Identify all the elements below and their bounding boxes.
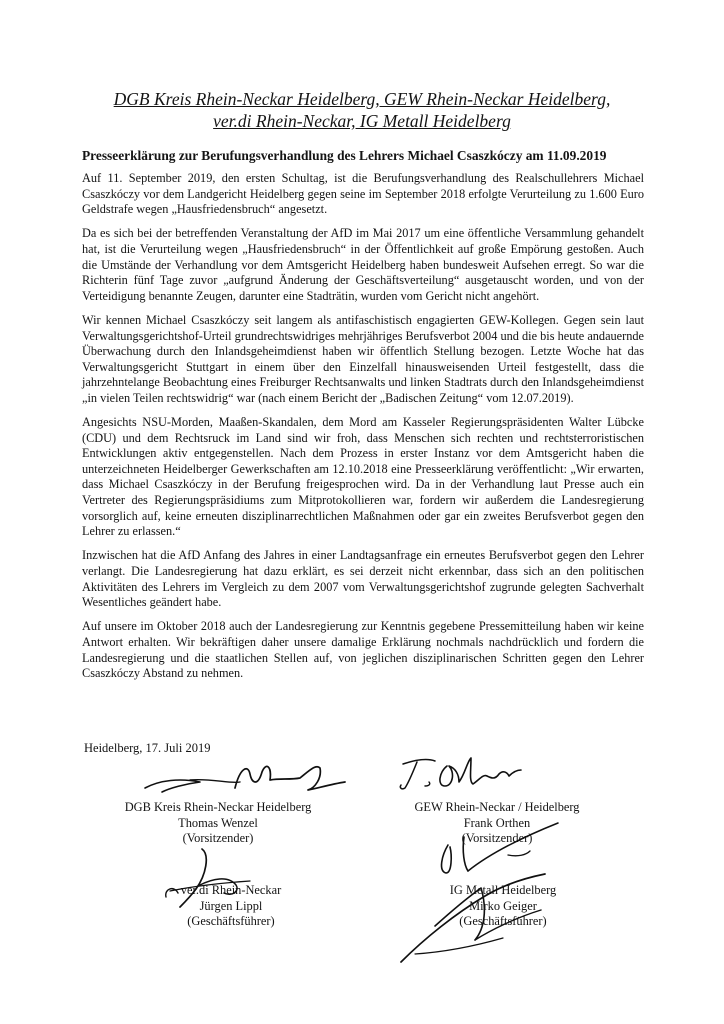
signatory-org-gew: GEW Rhein-Neckar / Heidelberg xyxy=(414,800,580,814)
signatory-role-gew: (Vorsitzender) xyxy=(461,831,533,846)
body-text xyxy=(82,171,644,690)
signatory-org-verdi: ver.di Rhein-Neckar xyxy=(180,883,282,897)
signatory-org-igmetall: IG Metall Heidelberg xyxy=(449,883,557,897)
letterhead-line-1: DGB Kreis Rhein-Neckar Heidelberg, GEW Rhein-Neckar Heidelberg, xyxy=(113,89,611,109)
signatory-name-gew: Frank Orthen xyxy=(463,815,531,830)
signature-igmetall xyxy=(395,868,565,968)
signature-gew xyxy=(395,752,525,797)
paragraph-6: Auf unsere im Oktober 2018 auch der Landesregierung zur Kenntnis gegebene Pressemitteilung haben wir keine Antwort erhalten. Wir bekräftigen daher unsere damalige Erklärung nochmals nachdrücklich und fordern die Landesregierung und die staatlichen Stellen auf, von jeglichen disziplinarischen Schritten gegen den Lehrer Csaszkóczy Abstand zu nehmen. xyxy=(82,619,644,681)
signatory-role-verdi: (Geschäftsführer) xyxy=(187,914,275,929)
signatory-role-igmetall: (Geschäftsführer) xyxy=(459,914,547,929)
paragraph-4: Angesichts NSU-Morden, Maaßen-Skandalen, dem Mord am Kasseler Regierungspräsidenten Walter Lübcke (CDU) und dem Rechtsruck im Land sind wir froh, dass Menschen sich rechten und rechtsterroristischen Entwicklungen aktiv entgegenstellen. Nach dem Prozess in erster Instanz vor dem Amtsgericht haben die unterzeichneten Heidelberger Gewerkschaften am 12.10.2018 eine Presseerklärung veröffentlicht: „Wir erwarten, dass Michael Csaszkóczy in der Berufung freigesprochen wird. Da in der Verhandlung laut Presse auch ein Vertreter des Regierungspräsidiums zum Mitprotokollieren war, fordern wir außerdem die Landesregierung vorsorglich auf, keine erneuten disziplinarrechtlichen Maßnahmen oder gar ein zweites Berufsverbot gegen den Lehrer zu erlassen.“ xyxy=(82,415,644,539)
press-release-headline: Presseerklärung zur Berufungsverhandlung des Lehrers Michael Csaszkóczy am 11.09.2019 xyxy=(82,148,607,163)
signatory-name-igmetall: Mirko Geiger xyxy=(469,898,537,913)
letterhead xyxy=(80,88,644,132)
signature-dgb xyxy=(140,758,350,798)
signature-block-dgb xyxy=(92,800,344,847)
signature-verdi xyxy=(140,845,290,915)
signatory-name-dgb: Thomas Wenzel xyxy=(178,815,258,830)
place-date: Heidelberg, 17. Juli 2019 xyxy=(84,741,211,755)
paragraph-3: Wir kennen Michael Csaszkóczy seit langem als antifaschistisch engagierten GEW-Kollegen. Gegen sein laut Verwaltungsgerichtshof-Urteil grundrechtswidriges mehrjähriges Berufsverbot 2004 und die bis heute andauernde Überwachung durch den Inlandsgeheimdienst haben wir öffentlich Stellung bezogen. Letzte Woche hat das Verwaltungsgericht Stuttgart in einem über den Einzelfall hinausweisenden Urteil festgestellt, dass die jahrzehntelange Beobachtung eines Freiburger Rechtsanwalts und linken Stadtrats durch den Inlandsgeheimdienst „in vielen Teilen rechtswidrig“ war (nach einem Bericht der „Badischen Zeitung“ vom 12.07.2019). xyxy=(82,312,644,405)
paragraph-2: Da es sich bei der betreffenden Veranstaltung der AfD im Mai 2017 um eine öffentliche Versammlung gehandelt hat, ist die Verurteilung wegen „Hausfriedensbruch“ in der Öffentlichkeit auf große Empörung gestoßen. Auch die Umstände der Verhandlung vor dem Amtsgericht Heidelberg haben bundesweit Aufsehen erregt. So war die Richterin fünf Tage zuvor „aufgrund Änderung der Geschäftsverteilung“ ausgetauscht worden, und von der Verteidigung benannte Zeugen, darunter eine Stadträtin, wurden vom Gericht nicht angehört. xyxy=(82,226,644,303)
letterhead-line-2: ver.di Rhein-Neckar, IG Metall Heidelberg xyxy=(213,111,511,131)
paragraph-5: Inzwischen hat die AfD Anfang des Jahres in einer Landtagsanfrage ein erneutes Berufsverbot gegen den Lehrer verlangt. Die Landesregierung hat dazu erklärt, es sei derzeit nicht erkennbar, dass sich an den politischen Aktivitäten des Lehrers im Vergleich zu dem 2007 vom Verwaltungsgerichtshof zugrunde gelegten Sachverhalt Wesentliches geändert habe. xyxy=(82,548,644,610)
paragraph-1: Auf 11. September 2019, den ersten Schultag, ist die Berufungsverhandlung des Realschullehrers Michael Csaszkóczy vor dem Landgericht Heidelberg gegen seine im September 2018 erfolgte Verurteilung zu 1.600 Euro Geldstrafe wegen „Hausfriedensbruch“ angesetzt. xyxy=(82,171,644,217)
signatory-name-verdi: Jürgen Lippl xyxy=(199,898,263,913)
signatory-org-dgb: DGB Kreis Rhein-Neckar Heidelberg xyxy=(124,800,312,814)
signatory-role-dgb: (Vorsitzender) xyxy=(182,831,254,846)
